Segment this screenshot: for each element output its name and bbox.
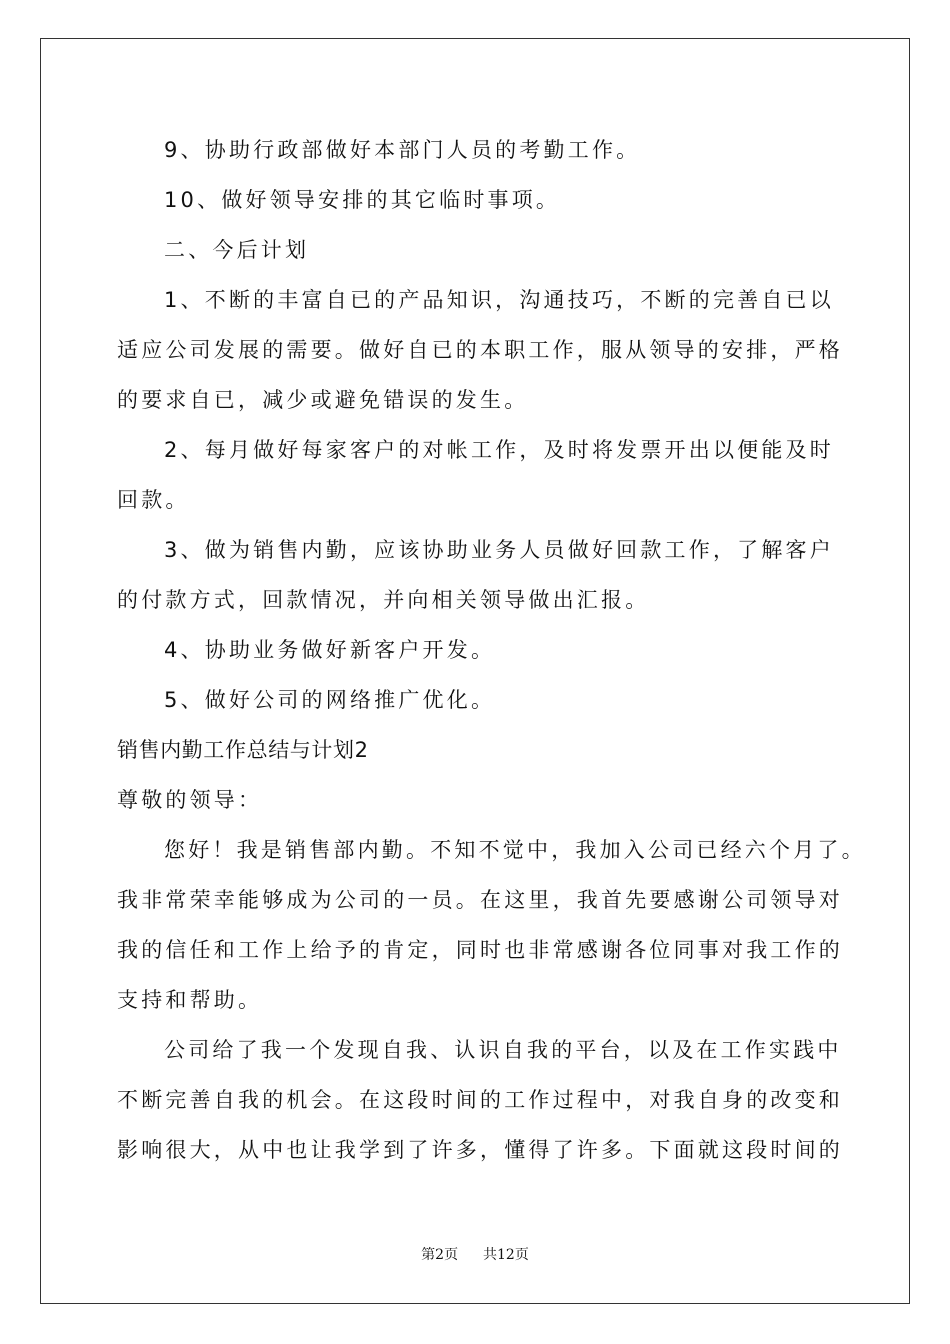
paragraph-line: 10、做好领导安排的其它临时事项。 xyxy=(164,188,561,212)
paragraph-line: 2、每月做好每家客户的对帐工作，及时将发票开出以便能及时 xyxy=(164,438,834,462)
paragraph-line: 的付款方式，回款情况，并向相关领导做出汇报。 xyxy=(117,588,650,612)
page-footer xyxy=(0,1244,950,1264)
paragraph-line: 不断完善自我的机会。在这段时间的工作过程中，对我自身的改变和 xyxy=(117,1088,843,1112)
paragraph-line: 9、协助行政部做好本部门人员的考勤工作。 xyxy=(164,138,641,162)
document-body xyxy=(117,128,866,1178)
section-heading: 二、今后计划 xyxy=(164,238,310,262)
paragraph-line: 公司给了我一个发现自我、认识自我的平台，以及在工作实践中 xyxy=(164,1038,842,1062)
paragraph-line: 3、做为销售内勤，应该协助业务人员做好回款工作，了解客户 xyxy=(164,538,834,562)
paragraph-line: 适应公司发展的需要。做好自已的本职工作，服从领导的安排，严格 xyxy=(117,338,843,362)
salutation: 尊敬的领导： xyxy=(117,788,263,812)
paragraph-line: 您好！我是销售部内勤。不知不觉中，我加入公司已经六个月了。 xyxy=(164,838,866,862)
paragraph-line: 4、协助业务做好新客户开发。 xyxy=(164,638,496,662)
paragraph-line: 支持和帮助。 xyxy=(117,988,263,1012)
paragraph-line: 1、不断的丰富自已的产品知识，沟通技巧，不断的完善自已以 xyxy=(164,288,834,312)
page-total: 共12页 xyxy=(483,1247,529,1263)
paragraph-line: 5、做好公司的网络推广优化。 xyxy=(164,688,496,712)
document-title: 销售内勤工作总结与计划2 xyxy=(117,738,369,762)
paragraph-line: 影响很大，从中也让我学到了许多，懂得了许多。下面就这段时间的 xyxy=(117,1138,843,1162)
paragraph-line: 回款。 xyxy=(117,488,190,512)
page-number: 第2页 xyxy=(421,1247,459,1263)
paragraph-line: 我的信任和工作上给予的肯定，同时也非常感谢各位同事对我工作的 xyxy=(117,938,843,962)
paragraph-line: 我非常荣幸能够成为公司的一员。在这里，我首先要感谢公司领导对 xyxy=(117,888,843,912)
paragraph-line: 的要求自已，减少或避免错误的发生。 xyxy=(117,388,529,412)
